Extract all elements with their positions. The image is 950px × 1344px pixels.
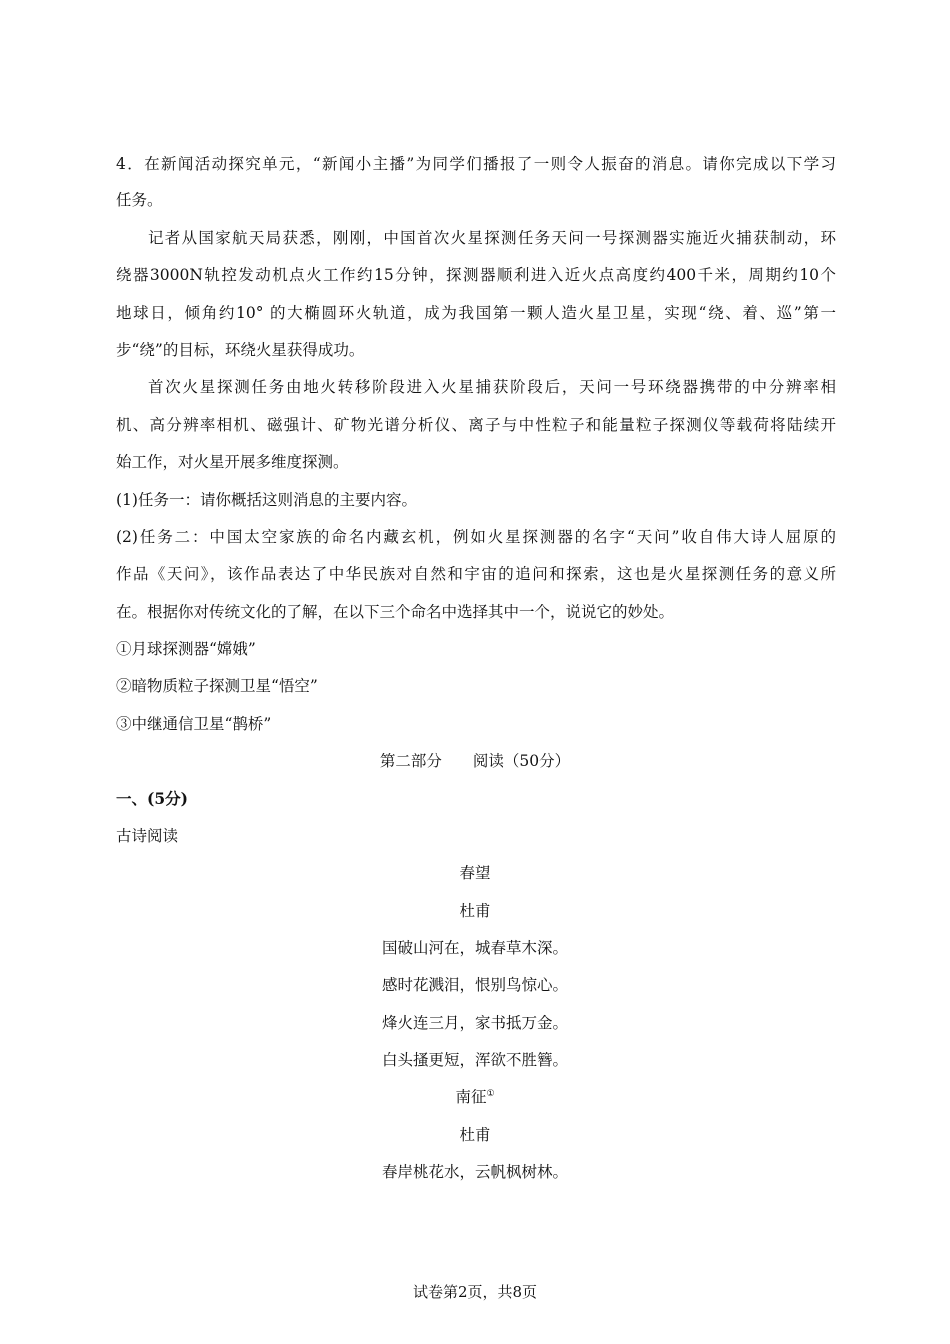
news-paragraph1-line4: 步“绕”的目标，环绕火星获得成功。	[116, 341, 365, 359]
news-paragraph2-line1: 首次火星探测任务由地火转移阶段进入火星捕获阶段后，天问一号环绕器携带的中分辨率相	[148, 378, 836, 396]
poem1-line: 烽火连三月，家书抵万金。	[381, 1014, 568, 1032]
poem1-title: 春望	[459, 864, 491, 882]
poetry-reading-subheading: 古诗阅读	[116, 827, 179, 845]
poem1-line: 白头搔更短，浑欲不胜簪。	[381, 1051, 568, 1069]
section1-heading: 一、(5分)	[116, 789, 188, 808]
question4-intro-line2: 任务。	[116, 191, 163, 209]
footnote-marker: ①	[486, 1088, 495, 1099]
task1: (1)任务一：请你概括这则消息的主要内容。	[116, 491, 417, 509]
task2-line3: 在。根据你对传统文化的了解，在以下三个命名中选择其中一个，说说它的妙处。	[116, 603, 675, 621]
news-paragraph1-line2: 绕器3000N轨控发动机点火工作约15分钟，探测器顺利进入近火点高度约400千米，周期约10个	[116, 266, 836, 284]
poem1-line: 感时花溅泪，恨别鸟惊心。	[381, 976, 568, 994]
task2-line1: (2)任务二：中国太空家族的命名内藏玄机，例如火星探测器的名字“天问”收自伟大诗人屈原的	[116, 528, 836, 546]
page-footer: 试卷第2页，共8页	[412, 1283, 538, 1301]
part2-title: 第二部分 阅读（50分）	[379, 752, 571, 770]
poem2-title: 南征	[455, 1088, 487, 1106]
poem1-author: 杜甫	[459, 902, 491, 920]
news-paragraph2-line2: 机、高分辨率相机、磁强计、矿物光谱分析仪、离子与中性粒子和能量粒子探测仪等载荷将陆续开	[116, 416, 836, 434]
option-wukong: ②暗物质粒子探测卫星“悟空”	[116, 677, 318, 695]
poem1-line: 国破山河在，城春草木深。	[381, 939, 568, 957]
news-paragraph2-line3: 始工作，对火星开展多维度探测。	[116, 453, 349, 471]
poem2-line: 春岸桃花水，云帆枫树林。	[381, 1163, 568, 1181]
poem2-author: 杜甫	[459, 1126, 491, 1144]
option-queqiao: ③中继通信卫星“鹊桥”	[116, 715, 272, 733]
task2-line2: 作品《天问》，该作品表达了中华民族对自然和宇宙的追问和探索，这也是火星探测任务的意义所	[116, 565, 836, 583]
poem2-title-row	[0, 1085, 950, 1109]
option-chang-e: ①月球探测器“嫦娥”	[116, 640, 256, 658]
question4-intro-line1: 4．在新闻活动探究单元，“新闻小主播”为同学们播报了一则令人振奋的消息。请你完成以下学习	[116, 155, 836, 173]
news-paragraph1-line3: 地球日，倾角约10° 的大椭圆环火轨道，成为我国第一颗人造火星卫星，实现“绕、着、巡”第一	[116, 304, 836, 322]
news-paragraph1-line1: 记者从国家航天局获悉，刚刚，中国首次火星探测任务天问一号探测器实施近火捕获制动，环	[148, 229, 836, 247]
